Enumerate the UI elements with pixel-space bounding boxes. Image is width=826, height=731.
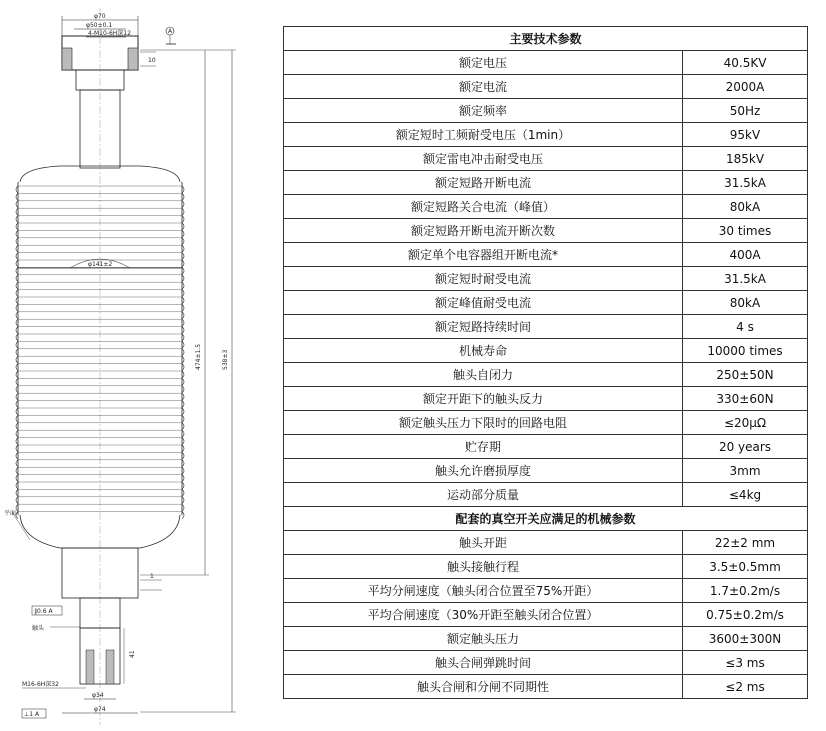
- table-row: [284, 555, 808, 579]
- bottom-dim-label: 41: [129, 650, 136, 658]
- param-value: ≤20μΩ: [683, 411, 808, 435]
- height-inner-label: 474±1.5: [195, 343, 202, 370]
- section1-title: 主要技术参数: [284, 27, 808, 51]
- stroke-label: 触头: [32, 625, 45, 632]
- table-row: [284, 75, 808, 99]
- param-name: 额定触头压力: [284, 627, 683, 651]
- table-row: [284, 363, 808, 387]
- table-row: [284, 339, 808, 363]
- param-name: 额定开距下的触头反力: [284, 387, 683, 411]
- param-name: 额定电流: [284, 75, 683, 99]
- param-name: 平均分闸速度（触头闭合位置至75%开距）: [284, 579, 683, 603]
- table-row: [284, 531, 808, 555]
- spec-table-container: [283, 26, 807, 699]
- param-name: 触头开距: [284, 531, 683, 555]
- param-value: 2000A: [683, 75, 808, 99]
- param-name: 平均合闸速度（30%开距至触头闭合位置）: [284, 603, 683, 627]
- table-row: [284, 579, 808, 603]
- param-name: 触头允许磨损厚度: [284, 459, 683, 483]
- section1-header-row: [284, 27, 808, 51]
- table-row: [284, 99, 808, 123]
- param-name: 额定短时耐受电流: [284, 267, 683, 291]
- param-value: 40.5KV: [683, 51, 808, 75]
- param-value: 10000 times: [683, 339, 808, 363]
- bottom-tol-label: ⊥1 A: [24, 711, 40, 718]
- param-name: 额定雷电冲击耐受电压: [284, 147, 683, 171]
- table-row: [284, 483, 808, 507]
- table-row: [284, 675, 808, 699]
- param-value: 1.7±0.2m/s: [683, 579, 808, 603]
- param-name: 额定峰值耐受电流: [284, 291, 683, 315]
- param-name: 机械寿命: [284, 339, 683, 363]
- param-value: ≤4kg: [683, 483, 808, 507]
- param-value: 95kV: [683, 123, 808, 147]
- flatness-label: ∥0.6 A: [34, 608, 53, 615]
- param-value: 22±2 mm: [683, 531, 808, 555]
- param-value: ≤2 ms: [683, 675, 808, 699]
- bottom-thread-left: [86, 650, 94, 684]
- table-row: [284, 147, 808, 171]
- param-value: 50Hz: [683, 99, 808, 123]
- bottom-thread-right: [106, 650, 114, 684]
- param-name: 触头合闸和分闸不同期性: [284, 675, 683, 699]
- param-name: 额定频率: [284, 99, 683, 123]
- table-row: [284, 603, 808, 627]
- param-name: 触头自闭力: [284, 363, 683, 387]
- table-row: [284, 123, 808, 147]
- top-thread-right: [128, 48, 138, 70]
- side-note-label: 平面: [4, 510, 17, 517]
- top-dia-label: φ70: [94, 13, 106, 20]
- table-row: [284, 315, 808, 339]
- param-name: 贮存期: [284, 435, 683, 459]
- param-value: 4 s: [683, 315, 808, 339]
- table-row: [284, 651, 808, 675]
- datum-label: A: [168, 28, 173, 35]
- table-row: [284, 291, 808, 315]
- table-row: [284, 267, 808, 291]
- param-name: 额定触头压力下限时的回路电阻: [284, 411, 683, 435]
- param-name: 额定电压: [284, 51, 683, 75]
- param-name: 额定短时工频耐受电压（1min）: [284, 123, 683, 147]
- table-row: [284, 627, 808, 651]
- param-name: 额定短路持续时间: [284, 315, 683, 339]
- param-name: 额定单个电容器组开断电流*: [284, 243, 683, 267]
- small-dim-label: 10: [148, 57, 156, 64]
- param-value: 400A: [683, 243, 808, 267]
- param-name: 额定短路关合电流（峰值）: [284, 195, 683, 219]
- top-thread-label: 4-M10-6H深12: [88, 30, 131, 37]
- table-row: [284, 243, 808, 267]
- table-row: [284, 171, 808, 195]
- top-thread-left: [62, 48, 72, 70]
- param-value: 185kV: [683, 147, 808, 171]
- param-value: 3.5±0.5mm: [683, 555, 808, 579]
- param-name: 额定短路开断电流: [284, 171, 683, 195]
- param-value: 250±50N: [683, 363, 808, 387]
- drawing-svg: [0, 0, 270, 731]
- table-row: [284, 387, 808, 411]
- neck-shaft: [80, 90, 120, 168]
- param-value: 330±60N: [683, 387, 808, 411]
- param-name: 触头接触行程: [284, 555, 683, 579]
- bottom-thread-label: M16-6H深32: [22, 681, 59, 688]
- base-dia-label: φ74: [94, 706, 106, 713]
- param-value: 80kA: [683, 195, 808, 219]
- interrupter-drawing: [0, 0, 270, 731]
- body-dia-label: φ141±2: [88, 261, 113, 268]
- rod-dia-label: φ34: [92, 692, 104, 699]
- param-value: 0.75±0.2m/s: [683, 603, 808, 627]
- param-value: 3600±300N: [683, 627, 808, 651]
- table-row: [284, 51, 808, 75]
- param-name: 额定短路开断电流开断次数: [284, 219, 683, 243]
- param-name: 运动部分质量: [284, 483, 683, 507]
- param-value: 20 years: [683, 435, 808, 459]
- param-value: 80kA: [683, 291, 808, 315]
- param-value: ≤3 ms: [683, 651, 808, 675]
- step-dim-label: 1: [150, 573, 154, 580]
- table-row: [284, 411, 808, 435]
- spec-table: [283, 26, 808, 699]
- param-value: 3mm: [683, 459, 808, 483]
- table-row: [284, 219, 808, 243]
- table-row: [284, 195, 808, 219]
- section2-header-row: [284, 507, 808, 531]
- param-value: 30 times: [683, 219, 808, 243]
- section2-title: 配套的真空开关应满足的机械参数: [284, 507, 808, 531]
- table-row: [284, 435, 808, 459]
- height-total-label: 538±3: [222, 349, 229, 370]
- param-name: 触头合闸弹跳时间: [284, 651, 683, 675]
- param-value: 31.5kA: [683, 267, 808, 291]
- flange-dia-label: φ50±0.1: [86, 22, 113, 29]
- param-value: 31.5kA: [683, 171, 808, 195]
- table-row: [284, 459, 808, 483]
